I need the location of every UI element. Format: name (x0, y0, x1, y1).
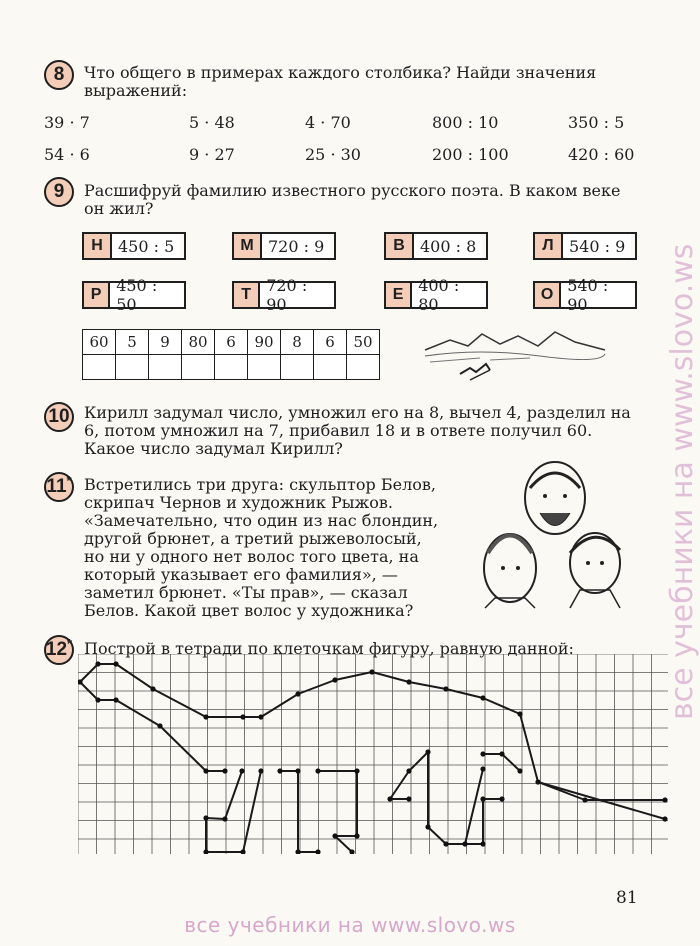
cipher-card (82, 276, 186, 314)
cipher-expr: 540 : 9 (563, 234, 631, 258)
task-12-star: * (67, 635, 73, 651)
cipher-letter: Р (84, 283, 110, 307)
vertex-dot (277, 768, 282, 773)
task-9-text: Расшифруй фамилию известного русского поэта. В каком веке он жил? (84, 181, 621, 218)
vertex-dot (662, 816, 667, 821)
cipher-card (384, 232, 488, 260)
empty-letter-cell (281, 355, 314, 380)
dinosaur-vertices (78, 661, 668, 854)
vertex-dot (480, 695, 485, 700)
answer-table-letters-row (83, 355, 380, 380)
task-8-expr-r1-c2: 5 · 48 (189, 113, 235, 132)
answer-cell: 8 (281, 330, 314, 355)
task-8-text: Что общего в примерах каждого столбика? Найди значения выражений: (84, 63, 597, 100)
answer-cell: 60 (83, 330, 116, 355)
cipher-card (384, 276, 488, 314)
vertex-dot (113, 661, 118, 666)
vertex-dot (295, 691, 300, 696)
vertex-dot (222, 768, 227, 773)
vertex-dot (480, 766, 485, 771)
task-8-expr-r2-c2: 9 · 27 (189, 145, 235, 164)
vertex-dot (203, 714, 208, 719)
cipher-letter: Е (386, 283, 412, 307)
answer-cell: 80 (182, 330, 215, 355)
task-8-expr-r2-c5: 420 : 60 (568, 145, 635, 164)
watermark-side: все учебники на www.slovo.ws (665, 243, 700, 720)
vertex-dot (157, 723, 162, 728)
cipher-card (533, 232, 637, 260)
vertex-dot (480, 751, 485, 756)
answer-table (82, 329, 380, 380)
cipher-expr: 400 : 80 (412, 283, 486, 307)
task-11-number: 11 (46, 476, 67, 497)
vertex-dot (662, 797, 667, 802)
cipher-expr: 720 : 90 (260, 283, 334, 307)
task-8-expr-r2-c3: 25 · 30 (305, 145, 361, 164)
vertex-dot (480, 841, 485, 846)
vertex-dot (425, 824, 430, 829)
empty-letter-cell (182, 355, 215, 380)
vertex-dot (203, 768, 208, 773)
vertex-dot (113, 697, 118, 702)
vertex-dot (258, 714, 263, 719)
vertex-dot (517, 768, 522, 773)
vertex-dot (462, 841, 467, 846)
cipher-letter: Л (535, 234, 563, 258)
vertex-dot (480, 796, 485, 801)
vertex-dot (499, 751, 504, 756)
vertex-dot (354, 768, 359, 773)
task-9-number-badge (44, 177, 74, 207)
empty-letter-cell (215, 355, 248, 380)
cipher-letter: О (535, 283, 561, 307)
watermark-bottom: все учебники на www.slovo.ws (184, 913, 516, 937)
task-8-expr-r1-c3: 4 · 70 (305, 113, 351, 132)
page-number: 81 (616, 888, 638, 908)
vertex-dot (443, 686, 448, 691)
vertex-dot (295, 768, 300, 773)
answer-cell: 6 (314, 330, 347, 355)
task-11-text: Встретились три друга: скульптор Белов, скрипач Чернов и художник Рыжов. «Замечательно, что один из нас блондин, другой брюнет, а третий рыжеволосый, но ни у одного нет волос того цвета, на который указывает его фамилия», — заметил брюнет. «Ты прав», — сказал Белов. Какой цвет волос у художника? (84, 475, 439, 620)
task-12-text: Построй в тетради по клеточкам фигуру, равную данной: (84, 639, 574, 658)
cipher-letter: М (234, 234, 262, 258)
cipher-letter: Т (234, 283, 260, 307)
cipher-expr: 720 : 9 (262, 234, 330, 258)
task-8-number: 8 (53, 64, 65, 85)
vertex-dot (535, 779, 540, 784)
vertex-dot (315, 849, 320, 854)
cipher-card (82, 232, 186, 260)
empty-letter-cell (347, 355, 380, 380)
vertex-dot (258, 768, 263, 773)
vertex-dot (354, 833, 359, 838)
cipher-expr: 450 : 50 (110, 283, 184, 307)
vertex-dot (332, 833, 337, 838)
empty-letter-cell (149, 355, 182, 380)
task-8-expr-r1-c5: 350 : 5 (568, 113, 625, 132)
empty-letter-cell (116, 355, 149, 380)
landscape-sketch-illustration (420, 322, 610, 392)
task-8-expr-r2-c4: 200 : 100 (432, 145, 509, 164)
task-11-star: * (66, 472, 72, 488)
cipher-expr: 400 : 8 (414, 234, 482, 258)
task-11-number-badge (44, 472, 74, 502)
answer-cell: 90 (248, 330, 281, 355)
vertex-dot (582, 797, 587, 802)
task-8-expr-r1-c4: 800 : 10 (432, 113, 499, 132)
answer-table-numbers-row (83, 330, 380, 355)
answer-cell: 50 (347, 330, 380, 355)
vertex-dot (315, 768, 320, 773)
vertex-dot (425, 749, 430, 754)
vertex-dot (332, 677, 337, 682)
three-friends-illustration (470, 458, 640, 618)
vertex-dot (406, 679, 411, 684)
vertex-dot (150, 686, 155, 691)
task-8-number-badge (44, 60, 74, 90)
cipher-card (232, 276, 336, 314)
vertex-dot (222, 816, 227, 821)
vertex-dot (95, 697, 100, 702)
vertex-dot (369, 669, 374, 674)
task-8-expr-r2-c1: 54 · 6 (44, 145, 90, 164)
task-10-number: 10 (48, 406, 70, 427)
vertex-dot (240, 714, 245, 719)
cipher-card (232, 232, 336, 260)
vertex-dot (443, 841, 448, 846)
vertex-dot (387, 796, 392, 801)
vertex-dot (239, 768, 244, 773)
cipher-letter: Н (84, 234, 112, 258)
vertex-dot (517, 711, 522, 716)
task-9-number: 9 (53, 181, 65, 202)
cipher-expr: 540 : 90 (561, 283, 635, 307)
vertex-dot (95, 661, 100, 666)
task-12-number-badge (44, 635, 74, 665)
grid-lines (78, 654, 668, 854)
answer-cell: 6 (215, 330, 248, 355)
cipher-card (533, 276, 637, 314)
grid-dinosaur-figure (78, 654, 668, 854)
vertex-dot (406, 768, 411, 773)
vertex-dot (406, 796, 411, 801)
empty-letter-cell (248, 355, 281, 380)
task-8-expr-r1-c1: 39 · 7 (44, 113, 90, 132)
task-12-number: 12 (45, 639, 68, 660)
vertex-dot (499, 796, 504, 801)
empty-letter-cell (314, 355, 347, 380)
vertex-dot (203, 815, 208, 820)
cipher-expr: 450 : 5 (112, 234, 180, 258)
answer-cell: 5 (116, 330, 149, 355)
cipher-letter: В (386, 234, 414, 258)
task-10-number-badge (44, 402, 74, 432)
task-10-text: Кирилл задумал число, умножил его на 8, вычел 4, разделил на 6, потом умножил на 7, прибавил 18 и в ответе получил 60. Какое число задумал Кирилл? (84, 403, 631, 458)
answer-cell: 9 (149, 330, 182, 355)
empty-letter-cell (83, 355, 116, 380)
